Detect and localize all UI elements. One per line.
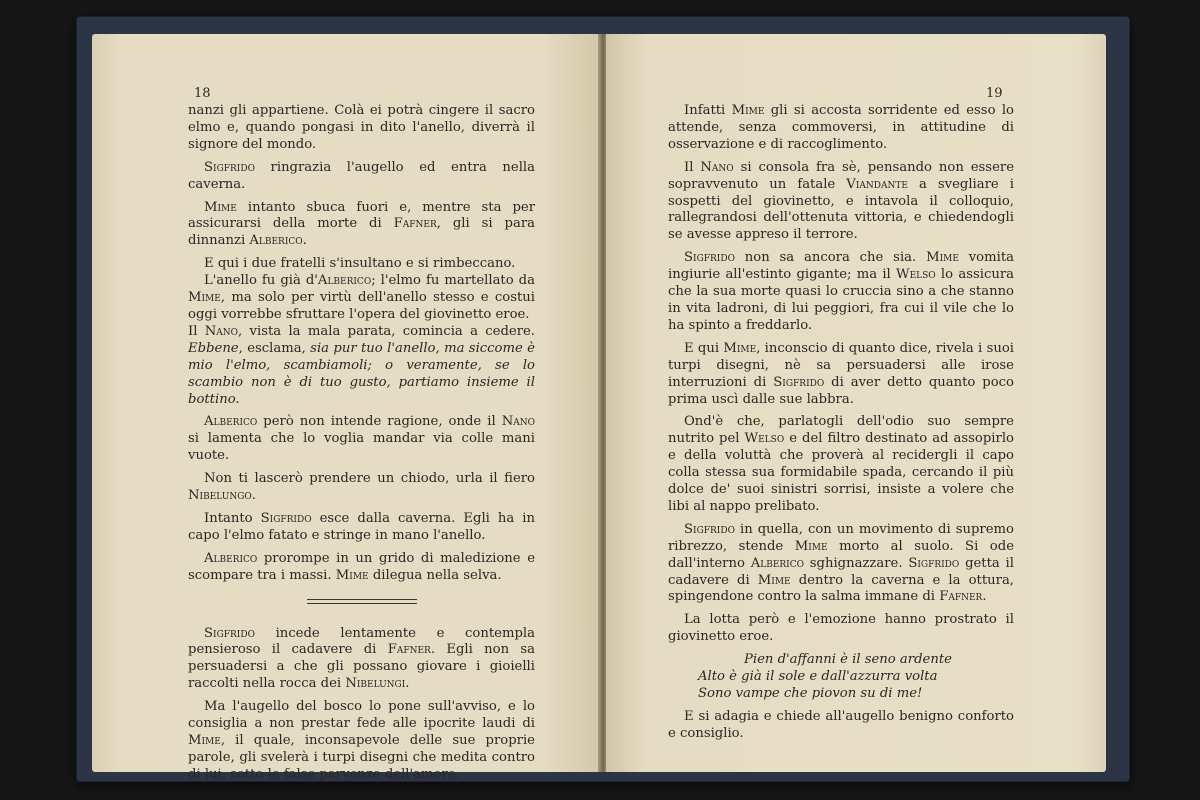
paragraph: L'anello fu già d'Alberico; l'elmo fu martellato da Mime, ma solo per virtù dell'anello stesso e costui oggi vorrebbe sfruttare l'opera del giovinetto eroe. [188,273,535,322]
paragraph: Alberico prorompe in un grido di maledizione e scompare tra i massi. Mime dilegua nella selva. [188,550,535,583]
paragraph: Infatti Mime gli si accosta sorridente ed esso lo attende, senza commoversi, in attitudine di osservazione e di raccoglimento. [668,103,1014,152]
right-page-text [668,103,1014,749]
left-page-text [188,103,535,790]
page-number-right: 19 [986,86,1003,101]
paragraph: E si adagia e chiede all'augello benigno conforto e consiglio. [668,708,1014,741]
paragraph: Il Nano si consola fra sè, pensando non essere sopravvenuto un fatale Viandante a svegliare i sospetti del giovinetto, e intavola il colloquio, rallegrandosi dell'ottenuta vittoria, e chiedendogli se avesse appreso il terrore. [668,159,1014,243]
paragraph: Mime intanto sbuca fuori e, mentre sta per assicurarsi della morte di Fafner, gli si para dinnanzi Alberico. [188,199,535,249]
paragraph: Il Nano, vista la mala parata, comincia a cedere. Ebbene, esclama, sia pur tuo l'anello, ma siccome è mio l'elmo, scambiamoli; o veramente, se lo scambio non è di tuo gusto, partiamo insieme il bottino. [188,323,535,407]
paragraph: nanzi gli appartiene. Colà ei potrà cingere il sacro elmo e, quando pongasi in dito l'anello, diverrà il signore del mondo. [188,103,535,152]
paragraph: Ond'è che, parlatogli dell'odio suo sempre nutrito pel Welso e del filtro destinato ad assopirlo e della voluttà che proverà al recidergli il capo colla stessa sua formidabile spada, cercando il più dolce de' suoi sinistri sorrisi, insiste a volere che libi al nappo prelibato. [668,414,1014,514]
verse-line: Pien d'affanni è il seno ardente [744,652,952,668]
paragraph: Sigfrido in quella, con un movimento di supremo ribrezzo, stende Mime morto al suolo. Si ode dall'interno Alberico sghignazzare. Sigfrido getta il cadavere di Mime dentro la caverna e la ottura, spingendone contro la salma immane di Fafner. [668,521,1015,605]
verse-line: Sono vampe che piovon su di me! [698,686,923,701]
paragraph: Sigfrido non sa ancora che sia. Mime vomita ingiurie all'estinto gigante; ma il Welso lo assicura che la sua morte quasi lo cruccia sino a che stanno in vita ladroni, di lui peggiori, fra cui il vile che lo ha spinto a freddarlo. [668,250,1015,333]
section-divider [307,599,417,604]
page-number-left: 18 [194,86,211,101]
paragraph: Alberico però non intende ragione, onde il Nano si lamenta che lo voglia mandar via colle mani vuote. [188,414,535,464]
verse-line: Alto è già il sole e dall'azzurra volta [698,669,938,685]
paragraph: Sigfrido incede lentamente e contempla pensieroso il cadavere di Fafner. Egli non sa persuadersi a che gli possano giovare i gioielli raccolti nella rocca dei Nibelungi. [188,625,536,692]
paragraph: Ma l'augello del bosco lo pone sull'avviso, e lo consiglia a non prestar fede alle ipocrite laudi di Mime, il quale, inconsapevole delle sue proprie parole, gli svelerà i turpi disegni che medita contro di lui, sotto le false parvenze dell'amore. [188,699,535,782]
paragraph: E qui i due fratelli s'insultano e si rimbeccano. [204,256,516,272]
paragraph: Non ti lascerò prendere un chiodo, urla il fiero Nibelungo. [188,471,535,504]
paragraph: Intanto Sigfrido esce dalla caverna. Egli ha in capo l'elmo fatato e stringe in mano l'anello. [188,510,535,543]
paragraph: La lotta però e l'emozione hanno prostrato il giovinetto eroe. [668,612,1014,645]
verse-block [698,652,1014,703]
paragraph: E qui Mime, inconscio di quanto dice, rivela i suoi turpi disegni, nè sa persuadersi alle irose interruzioni di Sigfrido di aver detto quanto poco prima uscì dalle sue labbra. [668,340,1014,407]
paragraph: Sigfrido ringrazia l'augello ed entra nella caverna. [188,159,535,192]
